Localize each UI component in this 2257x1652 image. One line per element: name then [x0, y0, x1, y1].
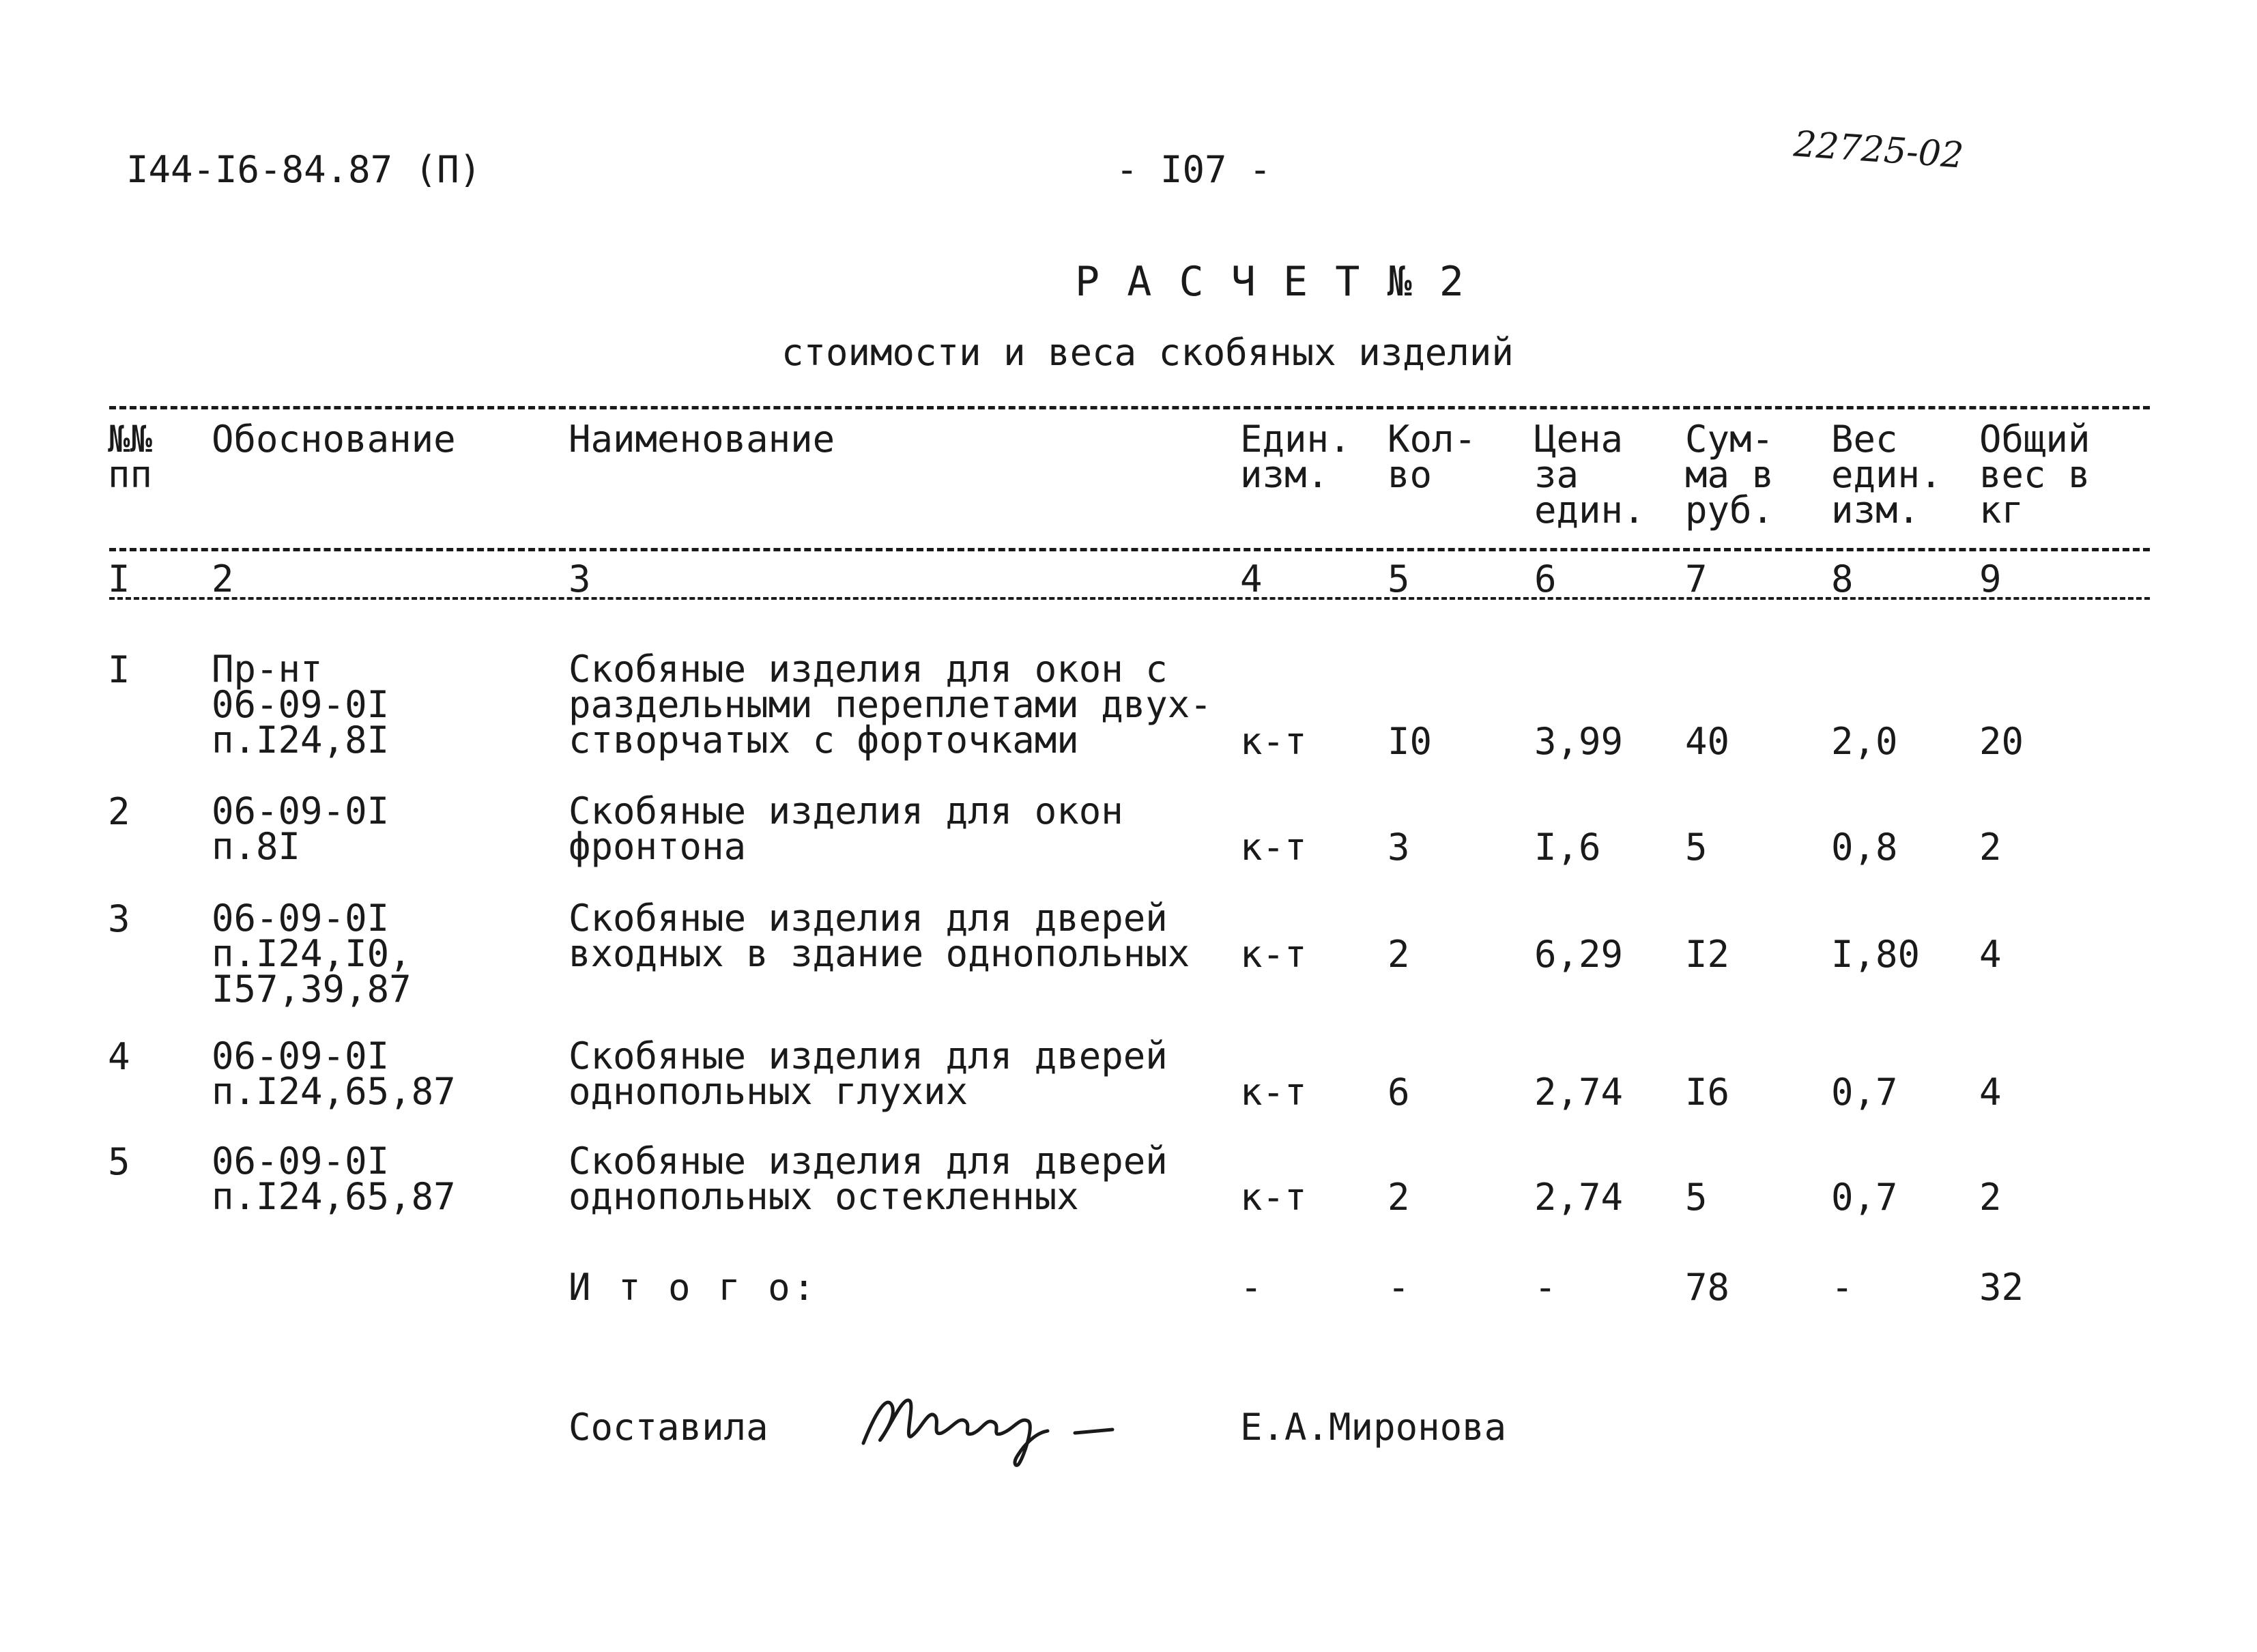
- column-number: 4: [1240, 557, 1263, 600]
- table-top-rule: [109, 406, 2150, 409]
- row-basis: 06-09-0I п.I24,I0, I57,39,87: [212, 897, 412, 1011]
- row-total-weight: 2: [1979, 826, 2002, 869]
- compiled-by-label: Составила: [569, 1406, 768, 1449]
- row-total-weight: 4: [1979, 933, 2002, 976]
- row-qty: 2: [1388, 933, 1410, 976]
- row-unit: к-т: [1240, 720, 1307, 763]
- row-total-weight: 2: [1979, 1176, 2002, 1219]
- column-number: 7: [1685, 557, 1708, 600]
- row-unit-weight: 0,8: [1831, 826, 1898, 869]
- page-title: Р А С Ч Е Т № 2: [1075, 258, 1465, 306]
- row-price: 3,99: [1534, 720, 1624, 763]
- row-unit: к-т: [1240, 933, 1307, 976]
- row-sum: 40: [1685, 720, 1730, 763]
- total-label: И т о г о:: [569, 1266, 818, 1309]
- total-sum: 78: [1685, 1266, 1730, 1309]
- document-code: I44-I6-84.87 (П): [126, 148, 482, 191]
- row-name: Скобяные изделия для окон фронтона: [569, 789, 1123, 868]
- column-header-price: Цена за един.: [1534, 418, 1645, 532]
- column-header-name: Наименование: [569, 418, 835, 461]
- row-total-weight: 4: [1979, 1071, 2002, 1114]
- row-price: 2,74: [1534, 1071, 1624, 1114]
- row-name: Скобяные изделия для дверей входных в здание однопольных: [569, 897, 1190, 975]
- row-basis: Пр-нт 06-09-0I п.I24,8I: [212, 648, 390, 762]
- row-number: 4: [108, 1035, 130, 1078]
- column-number: 9: [1979, 557, 2002, 600]
- row-name: Скобяные изделия для окон с раздельными переплетами двух- створчатых с форточками: [569, 648, 1212, 762]
- row-unit-weight: 2,0: [1831, 720, 1898, 763]
- column-header-unit: Един. изм.: [1240, 418, 1351, 496]
- row-unit-weight: 0,7: [1831, 1071, 1898, 1114]
- row-total-weight: 20: [1979, 720, 2024, 763]
- compiler-name: Е.А.Миронова: [1240, 1406, 1507, 1449]
- signature: [850, 1368, 1136, 1477]
- row-qty: I0: [1388, 720, 1433, 763]
- table-header-rule: [109, 548, 2150, 551]
- column-number: 2: [212, 557, 234, 600]
- row-qty: 2: [1388, 1176, 1410, 1219]
- row-price: I,6: [1534, 826, 1601, 869]
- archive-number: 22725-02: [1792, 124, 1965, 177]
- row-number: I: [108, 648, 130, 691]
- row-sum: I2: [1685, 933, 1730, 976]
- row-basis: 06-09-0I п.I24,65,87: [212, 1140, 456, 1218]
- column-header-basis: Обоснование: [212, 418, 456, 461]
- row-unit-weight: I,80: [1831, 933, 1921, 976]
- column-number: 3: [569, 557, 591, 600]
- row-price: 6,29: [1534, 933, 1624, 976]
- row-unit-weight: 0,7: [1831, 1176, 1898, 1219]
- column-number: 6: [1534, 557, 1557, 600]
- total-unit-weight: -: [1831, 1266, 1854, 1309]
- row-number: 5: [108, 1140, 130, 1183]
- row-sum: I6: [1685, 1071, 1730, 1114]
- column-header-unit-weight: Вес един. изм.: [1831, 418, 1942, 532]
- row-sum: 5: [1685, 1176, 1708, 1219]
- column-header-sum: Сум- ма в руб.: [1685, 418, 1774, 532]
- total-price: -: [1534, 1266, 1557, 1309]
- total-unit: -: [1240, 1266, 1263, 1309]
- row-basis: 06-09-0I п.8I: [212, 789, 390, 868]
- column-header-number: №№ пп: [108, 418, 153, 496]
- column-header-qty: Кол- во: [1388, 418, 1477, 496]
- column-number: I: [108, 557, 130, 600]
- page-number: - I07 -: [1116, 148, 1271, 191]
- column-header-total-weight: Общий вес в кг: [1979, 418, 2090, 532]
- column-number: 8: [1831, 557, 1854, 600]
- row-unit: к-т: [1240, 1071, 1307, 1114]
- row-price: 2,74: [1534, 1176, 1624, 1219]
- row-name: Скобяные изделия для дверей однопольных глухих: [569, 1034, 1168, 1113]
- total-total-weight: 32: [1979, 1266, 2024, 1309]
- page-subtitle: стоимости и веса скобяных изделий: [781, 331, 1514, 374]
- row-number: 3: [108, 897, 130, 940]
- row-basis: 06-09-0I п.I24,65,87: [212, 1034, 456, 1113]
- row-qty: 6: [1388, 1071, 1410, 1114]
- row-qty: 3: [1388, 826, 1410, 869]
- total-qty: -: [1388, 1266, 1410, 1309]
- row-name: Скобяные изделия для дверей однопольных остекленных: [569, 1140, 1168, 1218]
- row-unit: к-т: [1240, 1176, 1307, 1219]
- row-sum: 5: [1685, 826, 1708, 869]
- row-number: 2: [108, 790, 130, 833]
- column-number: 5: [1388, 557, 1410, 600]
- row-unit: к-т: [1240, 826, 1307, 869]
